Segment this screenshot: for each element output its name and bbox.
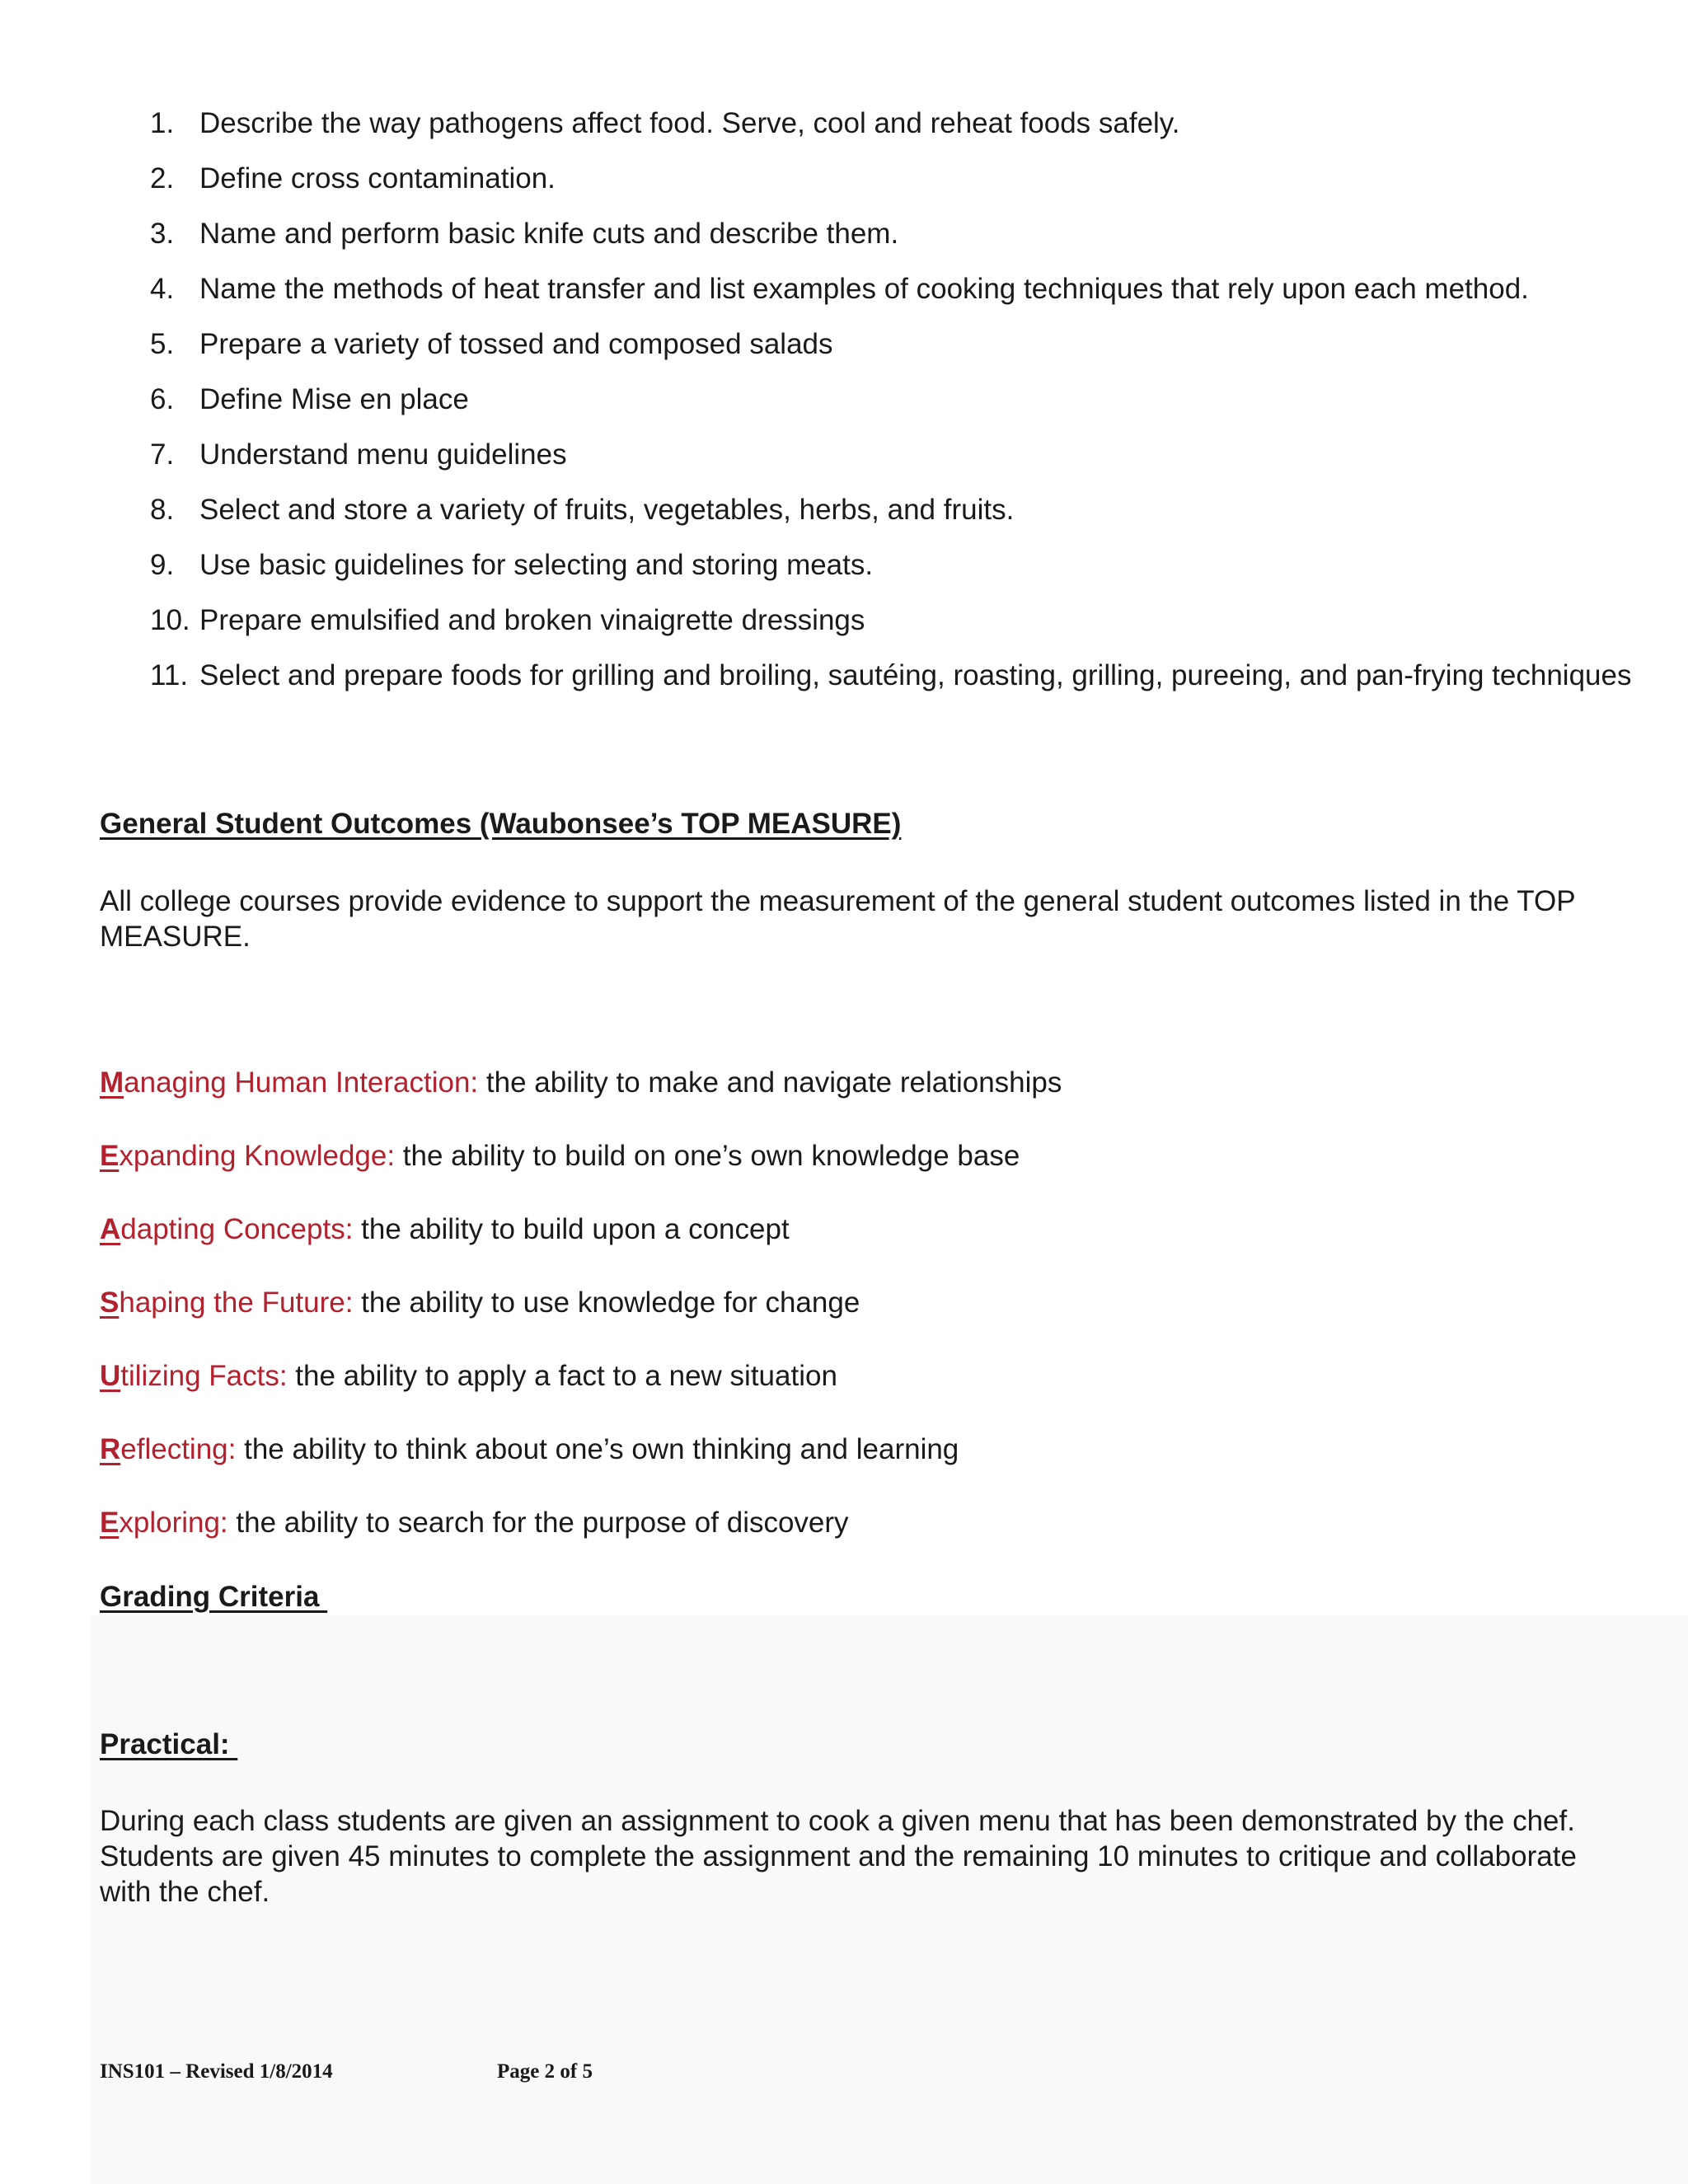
measure-item-shaping: Shaping the Future: the ability to use knowledge for change (100, 1286, 860, 1319)
measure-item-exploring: Exploring: the ability to search for the purpose of discovery (100, 1507, 849, 1539)
course-outcomes-list (100, 105, 1650, 713)
measure-item-expanding: Expanding Knowledge: the ability to build on one’s own knowledge base (100, 1140, 1020, 1172)
practical-heading: Practical: (100, 1728, 238, 1760)
footer-page-number: Page 2 of 5 (497, 2060, 593, 2083)
practical-description: During each class students are given an assignment to cook a given menu that has been demonstrated by the chef. Students are given 45 minutes to complete the assignment and the remaining 10 minutes to critique and collaborate with the chef. (100, 1805, 1577, 1908)
list-item: 3. Name and perform basic knife cuts and describe them. (150, 218, 899, 250)
list-item: 9. Use basic guidelines for selecting and storing meats. (150, 549, 874, 581)
list-item: 1. Describe the way pathogens affect food. Serve, cool and reheat foods safely. (150, 107, 1180, 139)
list-item: 10. Prepare emulsified and broken vinaigrette dressings (150, 604, 865, 636)
grading-criteria-heading: Grading Criteria (100, 1581, 328, 1613)
general-outcomes-intro: All college courses provide evidence to support the measurement of the general student outcomes listed in the TOP MEASURE. (100, 885, 1575, 953)
measure-item-utilizing: Utilizing Facts: the ability to apply a fact to a new situation (100, 1360, 837, 1392)
list-item: 6. Define Mise en place (150, 383, 469, 415)
list-item: 11. Select and prepare foods for grilling and broiling, sautéing, roasting, grilling, pureeing, and pan-frying techniques (150, 659, 1632, 691)
measure-item-adapting: Adapting Concepts: the ability to build upon a concept (100, 1213, 790, 1245)
list-item: 2. Define cross contamination. (150, 162, 556, 194)
list-item: 8. Select and store a variety of fruits, vegetables, herbs, and fruits. (150, 494, 1015, 526)
general-outcomes-heading: General Student Outcomes (Waubonsee’s TOP MEASURE) (100, 808, 902, 840)
measure-item-managing: Managing Human Interaction: the ability to make and navigate relationships (100, 1066, 1062, 1099)
measure-item-reflecting: Reflecting: the ability to think about one’s own thinking and learning (100, 1433, 959, 1465)
list-item: 5. Prepare a variety of tossed and composed salads (150, 328, 833, 360)
footer-revision: INS101 – Revised 1/8/2014 (100, 2060, 333, 2083)
list-item: 4. Name the methods of heat transfer and list examples of cooking techniques that rely upon each method. (150, 273, 1529, 305)
list-item: 7. Understand menu guidelines (150, 438, 567, 471)
